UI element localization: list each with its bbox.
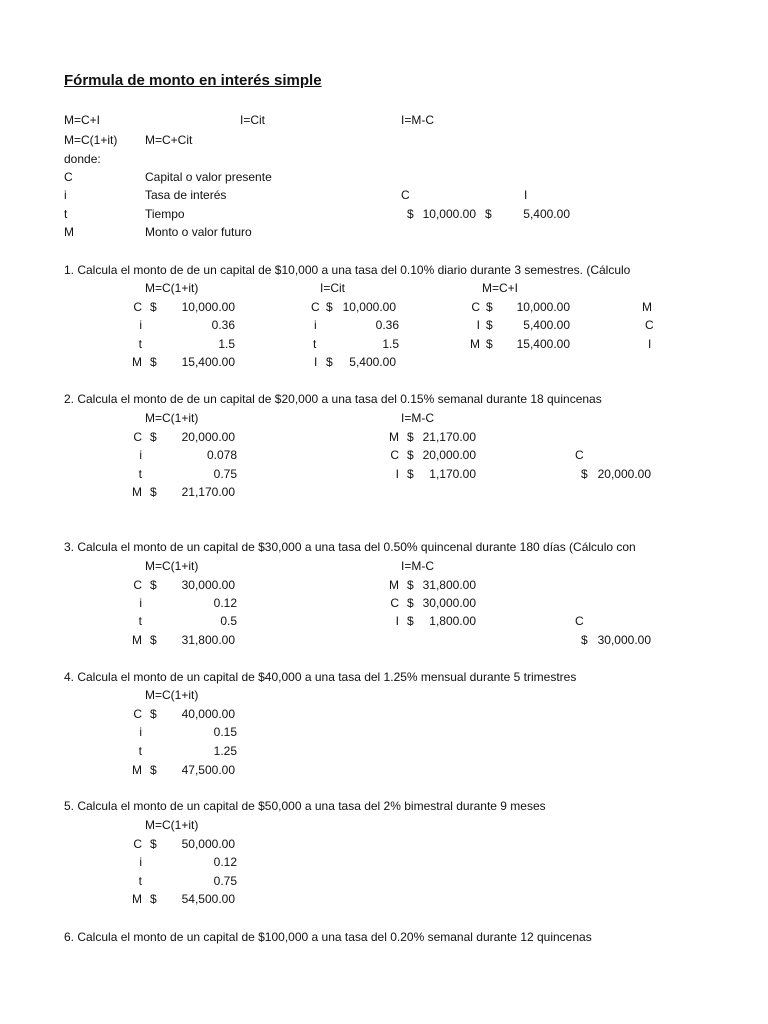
formula-header: M=C(1+it) — [145, 688, 199, 702]
formula-m-c-plus-i: M=C+I — [64, 113, 101, 127]
variable-label: t — [138, 874, 142, 888]
currency-sign: $ — [407, 467, 414, 481]
side-interest-value: 5,400.00 — [523, 207, 570, 221]
variable-label: M — [132, 633, 142, 647]
variable-label: M — [389, 430, 399, 444]
definition-symbol: i — [64, 188, 67, 202]
currency-sign: $ — [486, 318, 493, 332]
variable-value: 1,170.00 — [429, 467, 476, 481]
variable-label: I — [395, 467, 399, 481]
currency-sign: $ — [150, 707, 157, 721]
definition-description: Tasa de interés — [145, 188, 227, 202]
variable-value: 30,000.00 — [181, 578, 235, 592]
variable-label: M — [470, 337, 480, 351]
variable-value: 0.15 — [213, 725, 237, 739]
currency-sign: $ — [407, 207, 414, 221]
variable-value: 21,170.00 — [181, 485, 235, 499]
definition-description: Tiempo — [145, 207, 185, 221]
variable-label: t — [313, 337, 317, 351]
variable-value: 0.12 — [213, 596, 237, 610]
formula-header: M=C(1+it) — [145, 818, 199, 832]
variable-label: M — [132, 485, 142, 499]
variable-value: 0.5 — [220, 614, 237, 628]
currency-sign: $ — [150, 633, 157, 647]
variable-label: C — [133, 837, 142, 851]
problem-6-statement: 6. Calcula el monto de un capital de $100,000 a una tasa del 0.20% semanal durante 12 quincenas — [64, 930, 592, 944]
variable-value: 15,400.00 — [181, 355, 235, 369]
currency-sign: $ — [407, 430, 414, 444]
formula-header: M=C(1+it) — [145, 559, 199, 573]
currency-sign: $ — [326, 355, 333, 369]
currency-sign: $ — [150, 763, 157, 777]
variable-label: C — [390, 448, 399, 462]
currency-sign: $ — [150, 892, 157, 906]
variable-label: I — [395, 614, 399, 628]
variable-value: 47,500.00 — [181, 763, 235, 777]
variable-value: 20,000.00 — [597, 467, 651, 481]
formula-header: M=C+I — [482, 281, 519, 295]
variable-label: M — [132, 892, 142, 906]
variable-label: I — [648, 337, 652, 351]
currency-sign: $ — [486, 337, 493, 351]
formula-header: M=C(1+it) — [145, 281, 199, 295]
variable-value: 5,400.00 — [349, 355, 396, 369]
formula-header: I=M-C — [401, 411, 434, 425]
variable-value: 0.078 — [206, 448, 237, 462]
variable-label: C — [311, 300, 320, 314]
variable-value: 1.5 — [382, 337, 399, 351]
definition-description: Monto o valor futuro — [145, 225, 252, 239]
currency-sign: $ — [581, 467, 588, 481]
variable-value: 21,170.00 — [422, 430, 476, 444]
problem-1-statement: 1. Calcula el monto de de un capital de $10,000 a una tasa del 0.10% diario durante 3 semestres. (Cálculo — [64, 263, 631, 277]
currency-sign: $ — [150, 430, 157, 444]
formula-m-c-plus-cit: M=C+Cit — [145, 133, 193, 147]
formula-i-cit: I=Cit — [240, 113, 266, 127]
formula-header: I=M-C — [401, 559, 434, 573]
currency-sign: $ — [407, 448, 414, 462]
variable-label: C — [645, 318, 654, 332]
variable-value: 0.75 — [213, 874, 237, 888]
problem-5-statement: 5. Calcula el monto de un capital de $50,000 a una tasa del 2% bimestral durante 9 meses — [64, 799, 546, 813]
currency-sign: $ — [407, 578, 414, 592]
variable-label: C — [133, 707, 142, 721]
variable-label: C — [133, 578, 142, 592]
variable-label: i — [139, 448, 142, 462]
currency-sign: $ — [150, 300, 157, 314]
variable-label: t — [138, 614, 142, 628]
currency-sign: $ — [485, 207, 492, 221]
problem-2-statement: 2. Calcula el monto de de un capital de $20,000 a una tasa del 0.15% semanal durante 18 quincenas — [64, 392, 602, 406]
definition-description: Capital o valor presente — [145, 170, 272, 184]
variable-label: i — [314, 318, 317, 332]
formula-header: M=C(1+it) — [145, 411, 199, 425]
currency-sign: $ — [150, 355, 157, 369]
variable-value: 0.75 — [213, 467, 237, 481]
variable-label: t — [138, 744, 142, 758]
variable-label: I — [314, 355, 318, 369]
variable-value: 10,000.00 — [516, 300, 570, 314]
side-capital-value: 10,000.00 — [422, 207, 476, 221]
variable-label: M — [642, 300, 652, 314]
variable-value: 54,500.00 — [181, 892, 235, 906]
variable-value: 0.36 — [211, 318, 235, 332]
variable-label: C — [133, 430, 142, 444]
variable-value: 0.36 — [375, 318, 399, 332]
variable-value: 31,800.00 — [181, 633, 235, 647]
variable-value: 31,800.00 — [422, 578, 476, 592]
variable-label: i — [139, 596, 142, 610]
variable-value: 20,000.00 — [181, 430, 235, 444]
variable-value: 1.25 — [213, 744, 237, 758]
label-donde: donde: — [64, 152, 101, 166]
currency-sign: $ — [581, 633, 588, 647]
currency-sign: $ — [407, 596, 414, 610]
variable-value: 20,000.00 — [422, 448, 476, 462]
problem-4-statement: 4. Calcula el monto de un capital de $40,000 a una tasa del 1.25% mensual durante 5 trimestres — [64, 670, 577, 684]
variable-label: i — [139, 318, 142, 332]
variable-label: I — [476, 318, 480, 332]
variable-label: t — [138, 337, 142, 351]
definition-symbol: M — [64, 225, 74, 239]
variable-value: 1,800.00 — [429, 614, 476, 628]
variable-value: 40,000.00 — [181, 707, 235, 721]
variable-value: 30,000.00 — [597, 633, 651, 647]
side-header-i: I — [524, 188, 528, 202]
variable-value: 0.12 — [213, 855, 237, 869]
variable-value: 10,000.00 — [181, 300, 235, 314]
variable-label: C — [471, 300, 480, 314]
variable-label: M — [132, 355, 142, 369]
formula-m-c-1-plus-it: M=C(1+it) — [64, 133, 118, 147]
currency-sign: $ — [150, 578, 157, 592]
variable-value: 10,000.00 — [342, 300, 396, 314]
currency-sign: $ — [486, 300, 493, 314]
variable-value: 30,000.00 — [422, 596, 476, 610]
variable-label: t — [138, 467, 142, 481]
variable-label: C — [133, 300, 142, 314]
variable-label: M — [132, 763, 142, 777]
variable-label: i — [139, 855, 142, 869]
currency-sign: $ — [150, 485, 157, 499]
currency-sign: $ — [150, 837, 157, 851]
formula-i-m-minus-c: I=M-C — [401, 113, 434, 127]
formula-header: I=Cit — [320, 281, 346, 295]
variable-label: C — [390, 596, 399, 610]
currency-sign: $ — [326, 300, 333, 314]
variable-label: C — [575, 448, 584, 462]
variable-label: C — [575, 614, 584, 628]
variable-value: 5,400.00 — [523, 318, 570, 332]
variable-label: M — [389, 578, 399, 592]
page-title: Fórmula de monto en interés simple — [64, 72, 322, 89]
variable-value: 50,000.00 — [181, 837, 235, 851]
side-header-c: C — [401, 188, 410, 202]
problem-3-statement: 3. Calcula el monto de un capital de $30,000 a una tasa del 0.50% quincenal durante 180 días (Cálculo con — [64, 540, 636, 554]
definition-symbol: t — [64, 207, 68, 221]
variable-value: 15,400.00 — [516, 337, 570, 351]
variable-value: 1.5 — [218, 337, 235, 351]
currency-sign: $ — [407, 614, 414, 628]
variable-label: i — [139, 725, 142, 739]
definition-symbol: C — [64, 170, 73, 184]
